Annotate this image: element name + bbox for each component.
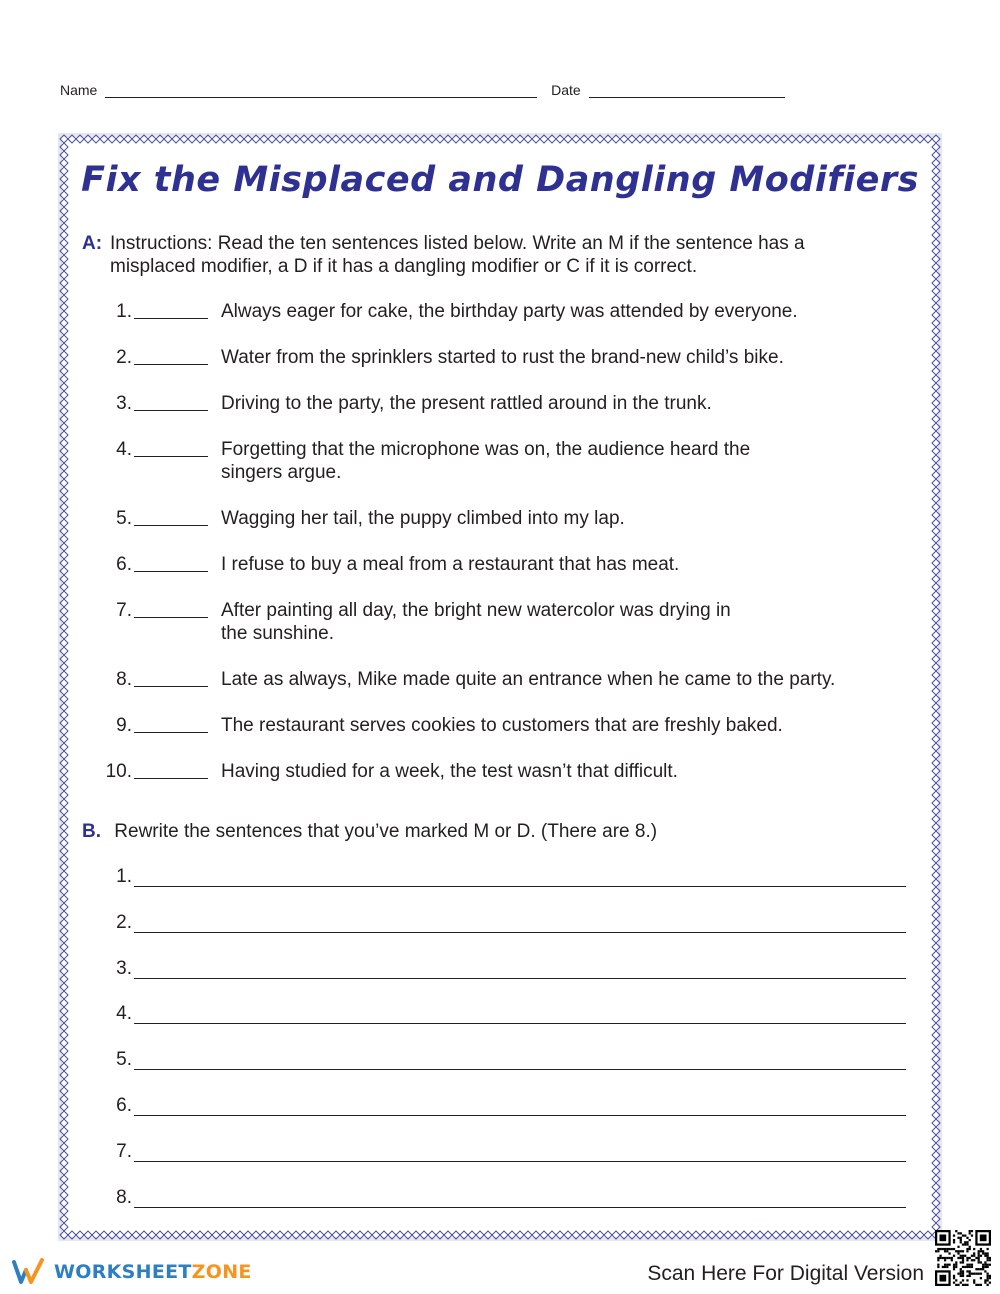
- rewrite-number: 2.: [116, 911, 132, 933]
- name-field[interactable]: [105, 83, 537, 98]
- answer-blank[interactable]: [134, 300, 208, 319]
- rewrite-row: [96, 1187, 906, 1210]
- rewrite-row: [96, 1095, 906, 1118]
- rewrite-number: 6.: [116, 1095, 132, 1116]
- section-a-instructions: [82, 232, 922, 278]
- date-field[interactable]: [589, 83, 785, 98]
- sentence-text: [221, 392, 921, 415]
- rewrite-row: [96, 958, 906, 981]
- sentence-text: [221, 300, 921, 323]
- sentence-line: I refuse to buy a meal from a restaurant that has meat.: [221, 554, 680, 575]
- answer-blank[interactable]: [134, 714, 208, 733]
- item-number: 3.: [116, 393, 132, 414]
- answer-blank[interactable]: [134, 599, 208, 618]
- answer-blank[interactable]: [134, 346, 208, 365]
- rewrite-number: 3.: [116, 957, 132, 979]
- sentence-text: [221, 553, 921, 576]
- sentence-line: Forgetting that the microphone was on, the audience heard the: [221, 439, 751, 460]
- rewrite-line[interactable]: [134, 1189, 906, 1208]
- answer-blank[interactable]: [134, 438, 208, 457]
- sentence-line: Late as always, Mike made quite an entrance when he came to the party.: [221, 669, 836, 690]
- sentence-text: [221, 438, 921, 484]
- answer-blank[interactable]: [134, 507, 208, 526]
- rewrite-number: 1.: [116, 866, 132, 887]
- section-b-marker: B.: [82, 821, 101, 842]
- item-number: 9.: [116, 715, 132, 736]
- date-label: Date: [551, 82, 581, 98]
- answer-blank[interactable]: [134, 668, 208, 687]
- rewrite-line[interactable]: [134, 960, 906, 979]
- sentence-text: [221, 760, 921, 783]
- section-b-instructions: [82, 820, 657, 843]
- rewrite-line[interactable]: [134, 1005, 906, 1024]
- section-a-marker: A:: [82, 233, 103, 254]
- worksheet-zone-logo: [12, 1258, 252, 1286]
- item-number: 7.: [116, 600, 132, 621]
- rewrite-number: 8.: [116, 1186, 132, 1208]
- rewrite-row: [96, 1141, 906, 1164]
- sentence-line: After painting all day, the bright new watercolor was drying in: [221, 600, 731, 621]
- section-b-text: Rewrite the sentences that you’ve marked M or D. (There are 8.): [114, 821, 658, 842]
- sentence-text: [221, 346, 921, 369]
- rewrite-line[interactable]: [134, 1143, 906, 1162]
- rewrite-line[interactable]: [134, 914, 906, 933]
- sentence-line: The restaurant serves cookies to customers that are freshly baked.: [221, 715, 783, 736]
- sentence-line: singers argue.: [221, 462, 342, 483]
- rewrite-line[interactable]: [134, 1097, 906, 1116]
- rewrite-line[interactable]: [134, 868, 906, 887]
- rewrite-number: 7.: [116, 1140, 132, 1162]
- brand-main: WORKSHEET: [54, 1261, 192, 1283]
- item-number: 5.: [116, 508, 132, 529]
- page-title: Fix the Misplaced and Dangling Modifiers: [81, 160, 919, 200]
- brand-name: [54, 1261, 252, 1283]
- rewrite-row: [96, 1003, 906, 1026]
- rewrite-line[interactable]: [134, 1051, 906, 1070]
- rewrite-row: [96, 912, 906, 935]
- item-number: 6.: [116, 554, 132, 575]
- sentence-text: [221, 599, 921, 645]
- item-number: 10.: [105, 761, 132, 782]
- answer-blank[interactable]: [134, 760, 208, 779]
- sentence-line: the sunshine.: [221, 623, 335, 644]
- rewrite-number: 5.: [116, 1049, 132, 1071]
- brand-accent: ZONE: [191, 1261, 252, 1283]
- rewrite-number: 4.: [116, 1003, 132, 1025]
- item-number: 4.: [116, 439, 132, 460]
- rewrite-row: [96, 1049, 906, 1072]
- sentence-text: [221, 714, 921, 737]
- worksheet-zone-logo-icon: [12, 1258, 48, 1286]
- instructions-line-2: misplaced modifier, a D if it has a dangling modifier or C if it is correct.: [110, 256, 698, 277]
- sentence-line: Having studied for a week, the test wasn’t that difficult.: [221, 761, 678, 782]
- item-number: 1.: [116, 301, 132, 322]
- sentence-line: Always eager for cake, the birthday party was attended by everyone.: [221, 301, 798, 322]
- answer-blank[interactable]: [134, 392, 208, 411]
- name-date-header: [60, 82, 785, 98]
- name-label: Name: [60, 82, 98, 98]
- rewrite-row: [96, 866, 906, 889]
- qr-code-icon[interactable]: [935, 1230, 991, 1286]
- sentence-text: [221, 507, 921, 530]
- sentence-text: [221, 668, 921, 691]
- answer-blank[interactable]: [134, 553, 208, 572]
- sentence-line: Wagging her tail, the puppy climbed into my lap.: [221, 508, 625, 529]
- sentence-line: Water from the sprinklers started to rust the brand-new child’s bike.: [221, 347, 784, 368]
- scan-caption: Scan Here For Digital Version: [647, 1262, 924, 1285]
- sentence-line: Driving to the party, the present rattled around in the trunk.: [221, 393, 712, 414]
- instructions-line-1: Instructions: Read the ten sentences listed below. Write an M if the sentence has a: [110, 233, 805, 254]
- item-number: 2.: [116, 347, 132, 368]
- item-number: 8.: [116, 669, 132, 690]
